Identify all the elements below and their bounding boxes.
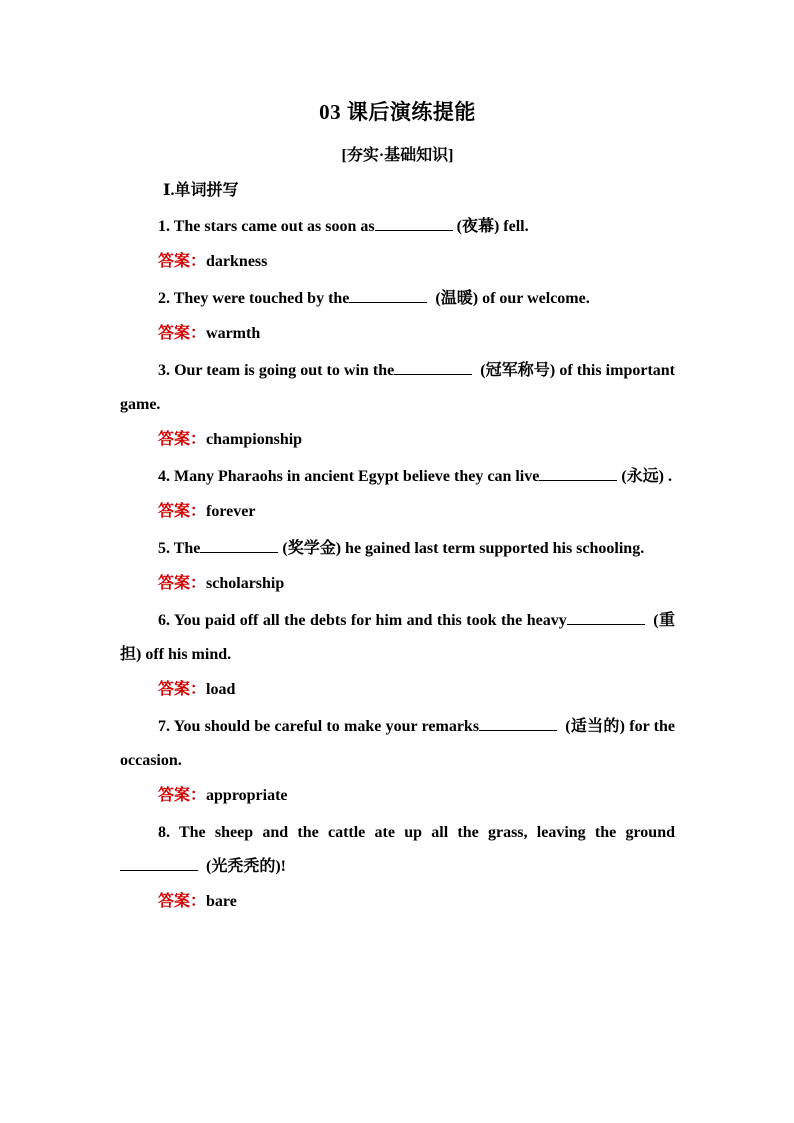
- answer-label: 答案：: [158, 681, 207, 698]
- answer-4-value: forever: [206, 503, 256, 520]
- question-8: [120, 816, 675, 884]
- page-title: 03 课后演练提能: [319, 100, 476, 124]
- answer-label: 答案：: [158, 787, 207, 804]
- question-1-hint: (夜幕) fell.: [456, 218, 529, 235]
- answer-label: 答案：: [158, 503, 207, 520]
- answer-blank: [479, 714, 557, 731]
- answer-8: [120, 892, 675, 912]
- answer-1-value: darkness: [206, 253, 268, 270]
- question-2-hint: (温暖) of our welcome.: [431, 290, 590, 307]
- section-heading: Ⅰ.单词拼写: [163, 182, 239, 199]
- answer-label: 答案：: [158, 431, 207, 448]
- question-8-hint: (光秃秃的)!: [202, 858, 286, 875]
- question-6-text: 6. You paid off all the debts for him and this took the heavy: [158, 612, 567, 629]
- answer-5: [120, 574, 675, 594]
- answer-blank: [394, 358, 472, 375]
- answer-label: 答案：: [158, 575, 207, 592]
- answer-7-value: appropriate: [206, 787, 288, 804]
- question-5: [120, 532, 675, 566]
- question-1-text: 1. The stars came out as soon as: [158, 218, 375, 235]
- question-4: [120, 460, 675, 494]
- answer-5-value: scholarship: [206, 575, 285, 592]
- answer-7: [120, 786, 675, 806]
- question-5-text: 5. The: [158, 540, 201, 557]
- answer-label: 答案：: [158, 253, 207, 270]
- question-4-text: 4. Many Pharaohs in ancient Egypt believe they can live: [158, 468, 540, 485]
- question-2: [120, 282, 675, 316]
- answer-blank: [120, 854, 198, 871]
- answer-blank: [567, 608, 645, 625]
- answer-label: 答案：: [158, 893, 207, 910]
- worksheet-page: [120, 96, 675, 922]
- answer-3-value: championship: [206, 431, 303, 448]
- question-3: [120, 354, 675, 422]
- question-list: [120, 210, 675, 912]
- question-4-hint: (永远) .: [621, 468, 672, 485]
- answer-2-value: warmth: [206, 325, 261, 342]
- question-7-hint: (适当的) for the occasion.: [120, 718, 675, 769]
- answer-1: [120, 252, 675, 272]
- question-1: [120, 210, 675, 244]
- question-7-text: 7. You should be careful to make your remarks: [158, 718, 480, 735]
- question-2-text: 2. They were touched by the: [158, 290, 350, 307]
- answer-6: [120, 680, 675, 700]
- question-7: [120, 710, 675, 778]
- answer-3: [120, 430, 675, 450]
- answer-8-value: bare: [206, 893, 237, 910]
- answer-6-value: load: [206, 681, 236, 698]
- answer-label: 答案：: [158, 325, 207, 342]
- answer-blank: [349, 286, 427, 303]
- question-3-hint: (冠军称号) of this important game.: [120, 362, 675, 413]
- question-6: [120, 604, 675, 672]
- answer-blank: [539, 464, 617, 481]
- question-8-text: 8. The sheep and the cattle ate up all the grass, leaving the ground: [158, 824, 675, 841]
- answer-blank: [375, 214, 453, 231]
- question-5-hint: (奖学金) he gained last term supported his schooling.: [282, 540, 645, 557]
- question-3-text: 3. Our team is going out to win the: [158, 362, 395, 379]
- question-6-hint: (重担) off his mind.: [120, 612, 675, 663]
- answer-4: [120, 502, 675, 522]
- section-subtitle: [夯实·基础知识]: [341, 147, 454, 164]
- answer-blank: [200, 536, 278, 553]
- answer-2: [120, 324, 675, 344]
